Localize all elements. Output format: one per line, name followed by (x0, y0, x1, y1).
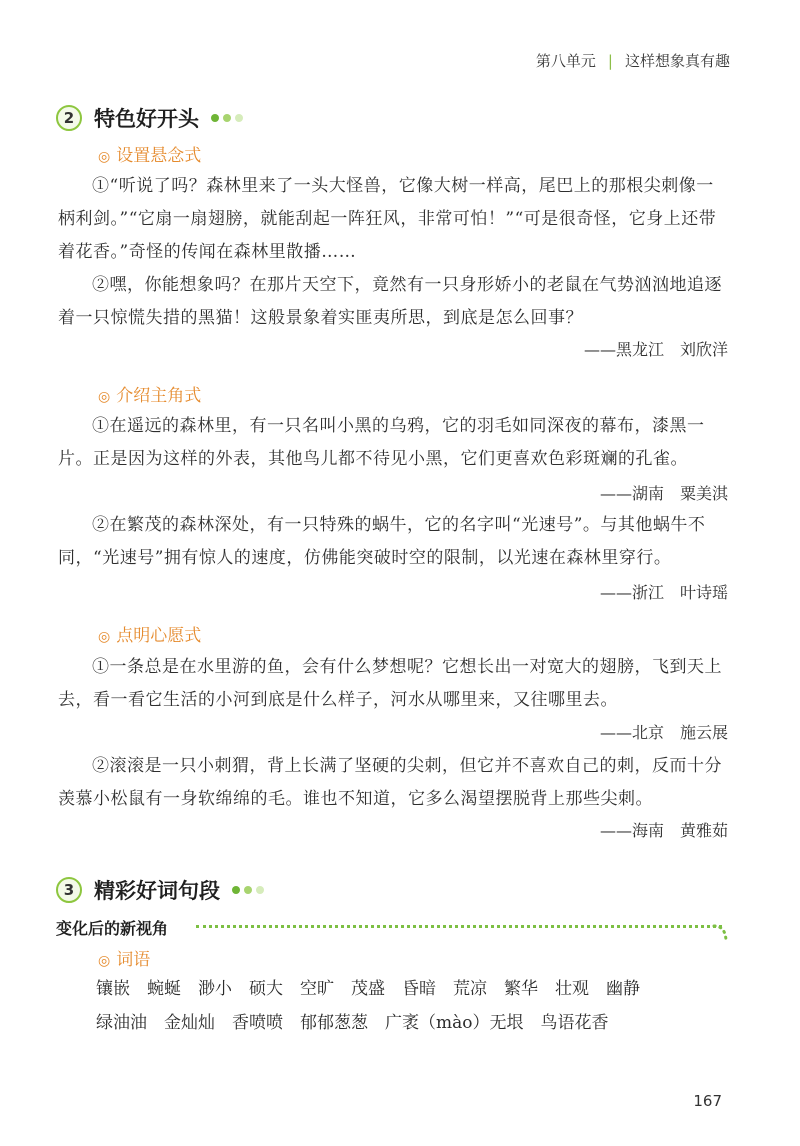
paragraph: ①在遥远的森林里，有一只名叫小黑的乌鸦，它的羽毛如同深夜的幕布，漆黑一片。正是因为这样的外表，其他鸟儿都不待见小黑，它们更喜欢色彩斑斓的孔雀。 (58, 416, 705, 469)
subsection-title-suspense (98, 141, 201, 166)
subsection-title-text: 介绍主角式 (116, 386, 202, 406)
author-credit: ——湖南 粟美淇 (599, 484, 728, 503)
section-number-badge: 2 (56, 105, 82, 131)
category-band: 变化后的新视角 (56, 919, 169, 938)
subsection-title-protagonist (98, 381, 201, 406)
section-number-badge: 3 (56, 877, 82, 903)
unit-label: 第八单元 (535, 52, 596, 70)
circle-bullet-icon: ◎ (98, 389, 111, 405)
page-header (536, 50, 730, 71)
header-separator: | (607, 52, 613, 70)
circle-bullet-icon: ◎ (98, 149, 111, 165)
author-credit: ——北京 施云展 (599, 723, 728, 742)
section-title-text: 精彩好词句段 (94, 879, 220, 903)
paragraph: ②滚滚是一只小刺猬，背上长满了坚硬的尖刺，但它并不喜欢自己的刺，反而十分羡慕小松鼠有一身软绵绵的毛。谁也不知道，它多么渴望摆脱背上那些尖刺。 (58, 756, 722, 809)
dotted-curve-icon (712, 924, 732, 948)
word-list-line: 镶嵌 蜿蜒 渺小 硕大 空旷 茂盛 昏暗 荒凉 繁华 壮观 幽静 (96, 979, 640, 999)
unit-theme: 这样想象真有趣 (624, 52, 730, 70)
circle-bullet-icon: ◎ (98, 629, 111, 645)
section-title-2 (56, 103, 247, 133)
subsection-title-text: 点明心愿式 (116, 626, 202, 646)
section-title-3 (56, 875, 268, 905)
paragraph: ①一条总是在水里游的鱼，会有什么梦想呢？它想长出一对宽大的翅膀，飞到天上去，看一看它生活的小河到底是什么样子，河水从哪里来，又往哪里去。 (58, 657, 722, 710)
paragraph: ②嘿，你能想象吗？在那片天空下，竟然有一只身形娇小的老鼠在气势汹汹地追逐着一只惊慌失措的黑猫！这般景象着实匪夷所思，到底是怎么回事？ (58, 275, 722, 328)
paragraph: ②在繁茂的森林深处，有一只特殊的蜗牛，它的名字叫“光速号”。与其他蜗牛不同，“光速号”拥有惊人的速度，仿佛能突破时空的限制，以光速在森林里穿行。 (58, 515, 706, 568)
subsection-title-text: 设置悬念式 (116, 146, 202, 166)
page-number: 167 (693, 1092, 722, 1110)
subsection-title-wish (98, 621, 201, 646)
subsection-title-words (98, 945, 150, 970)
author-credit: ——浙江 叶诗瑶 (599, 583, 728, 602)
section-title-text: 特色好开头 (94, 107, 199, 131)
decorative-dots-icon (211, 114, 247, 122)
author-credit: ——黑龙江 刘欣洋 (583, 340, 728, 359)
decorative-dots-icon (232, 886, 268, 894)
subsection-title-text: 词语 (116, 950, 151, 970)
paragraph: ①“听说了吗？森林里来了一头大怪兽，它像大树一样高，尾巴上的那根尖刺像一柄利剑。”“它扇一扇翅膀，就能刮起一阵狂风，非常可怕！”“可是很奇怪，它身上还带着花香。”奇怪的传闻在森林里散播…… (58, 176, 717, 262)
circle-bullet-icon: ◎ (98, 953, 111, 969)
word-list-line: 绿油油 金灿灿 香喷喷 郁郁葱葱 广袤（mào）无垠 鸟语花香 (96, 1013, 609, 1033)
dotted-divider (196, 925, 722, 928)
author-credit: ——海南 黄雅茹 (599, 821, 728, 840)
